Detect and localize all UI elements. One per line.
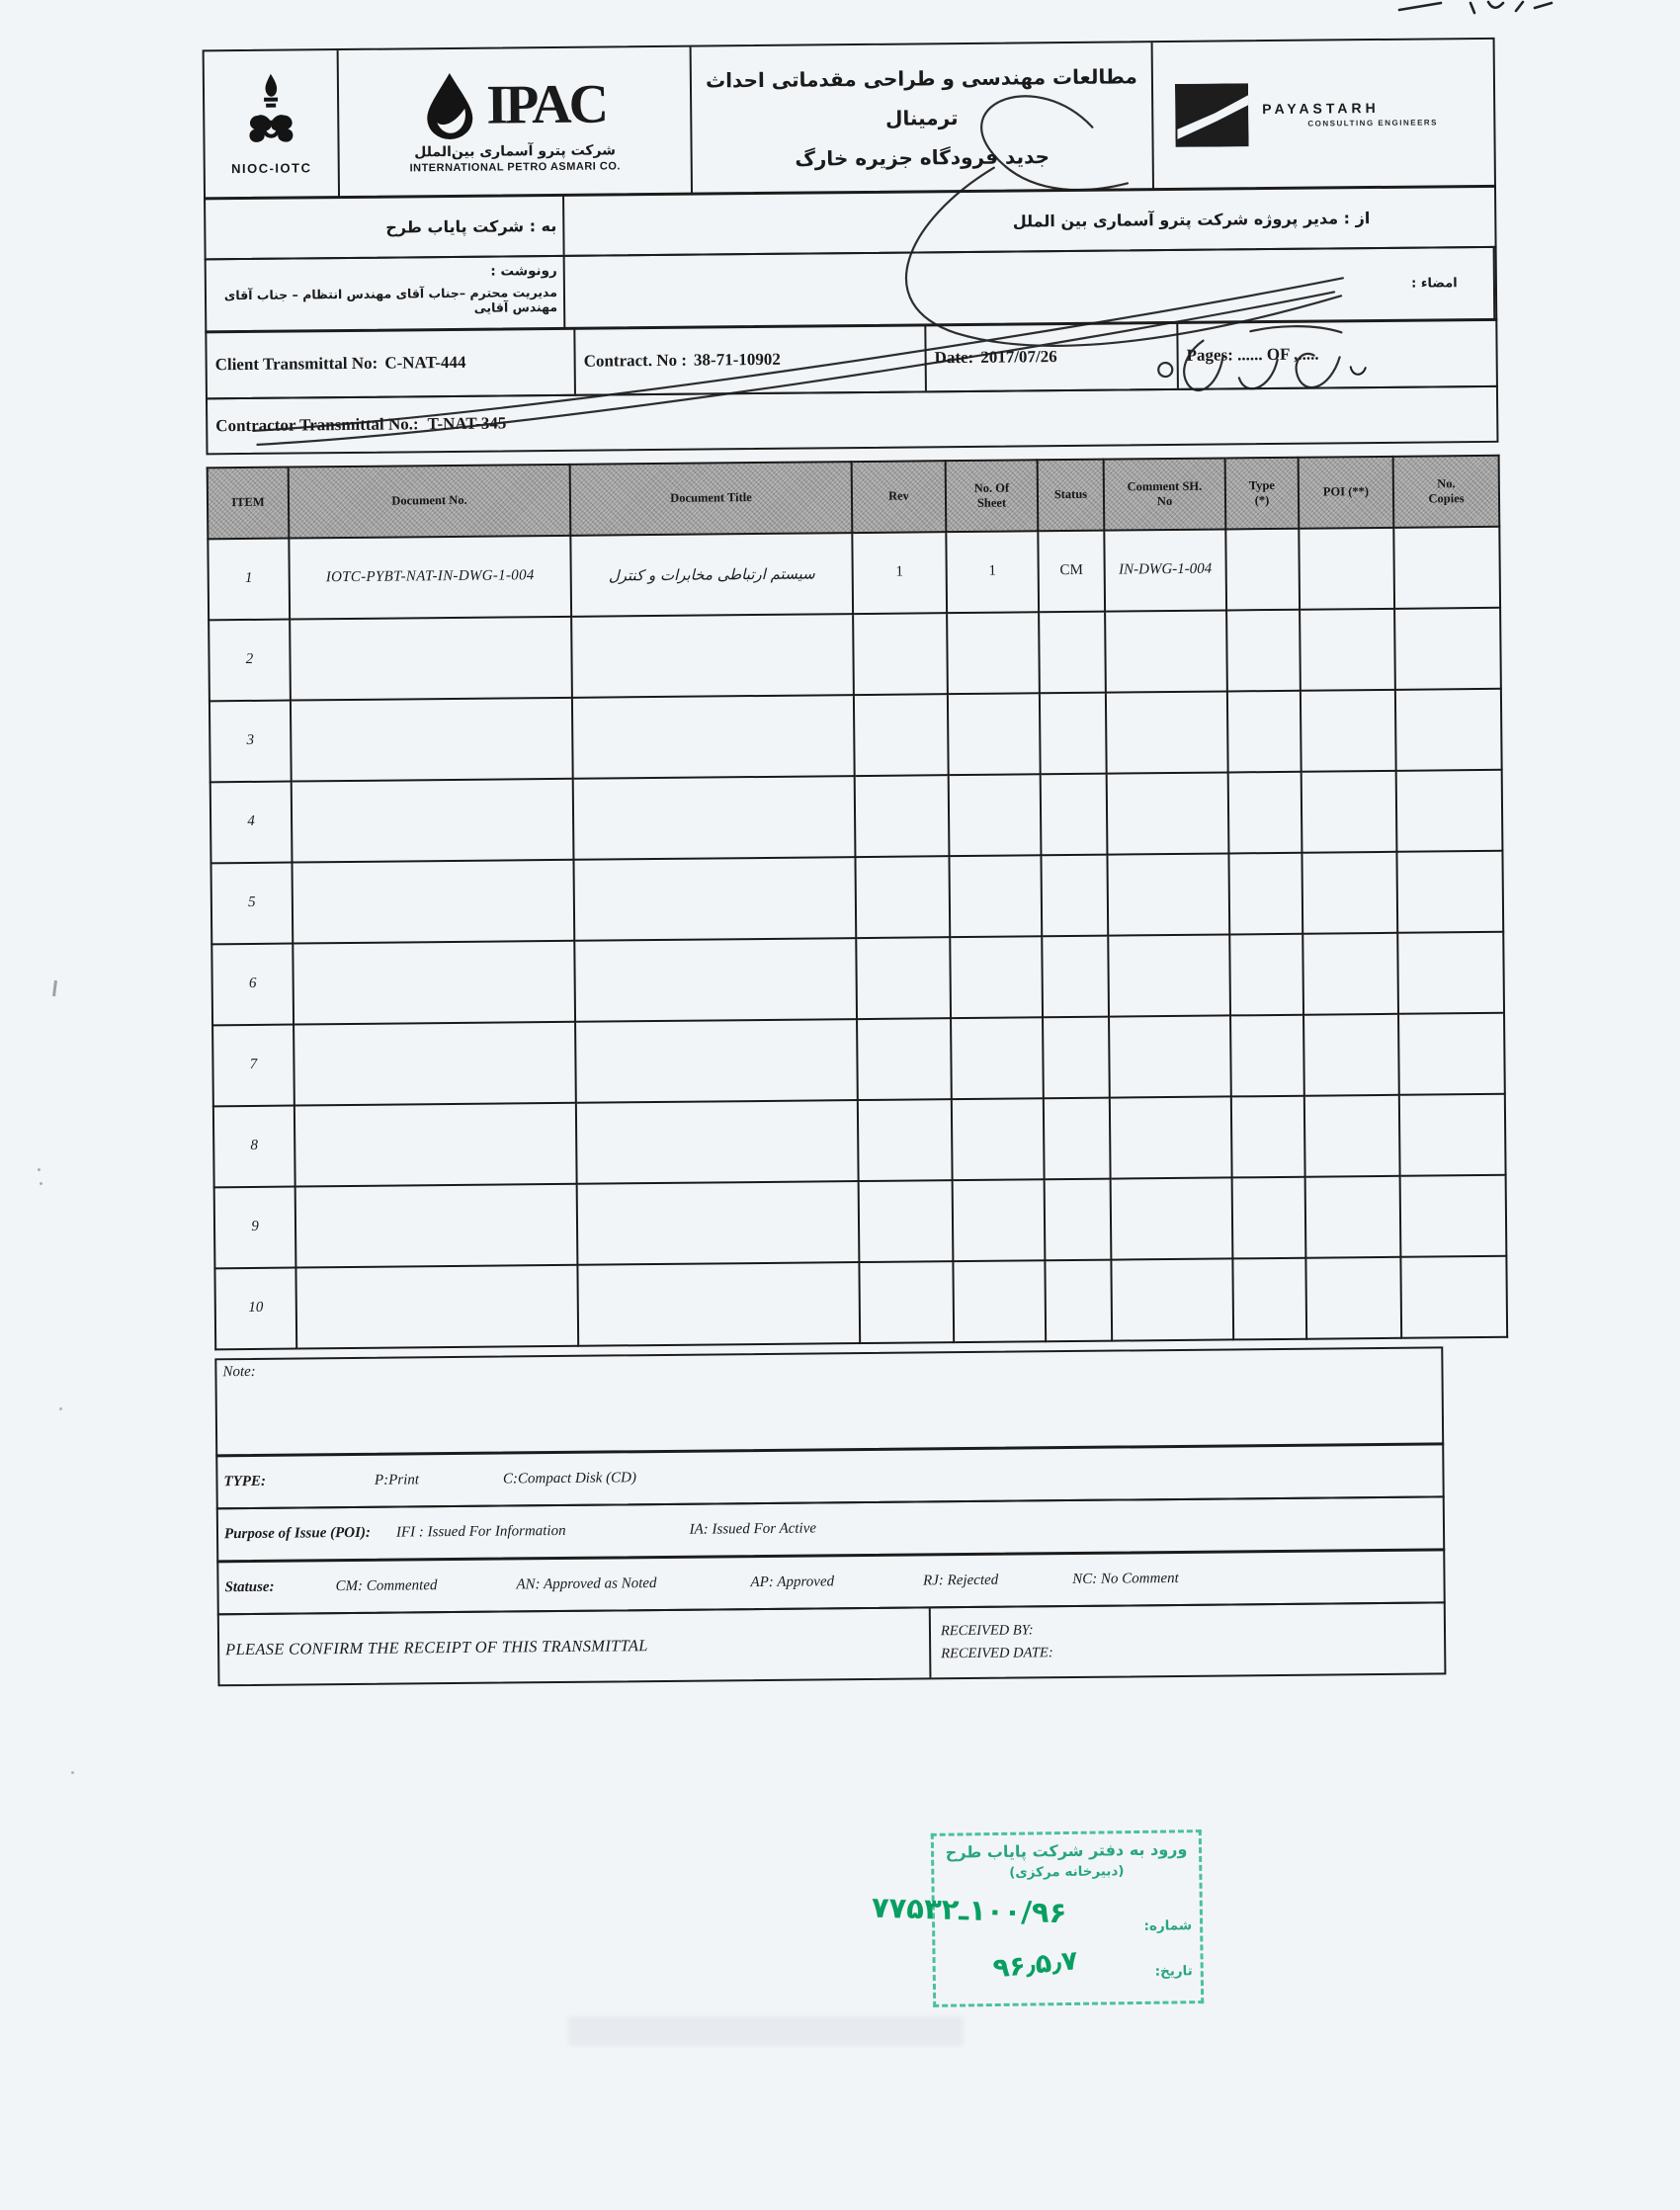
cell-no-copies	[1400, 1255, 1507, 1337]
cell-no-of-sheet	[949, 774, 1042, 856]
cell-item: 9	[214, 1186, 296, 1268]
note-box	[214, 1346, 1444, 1457]
project-title	[692, 42, 1154, 193]
cell-poi	[1305, 1256, 1401, 1338]
cell-item: 3	[210, 700, 292, 782]
cell-document-no	[293, 940, 575, 1024]
cell-no-of-sheet	[949, 855, 1042, 937]
client-transmittal-label: Client Transmittal No:	[214, 353, 378, 375]
cell-poi	[1302, 851, 1397, 933]
cell-comment-sh-no	[1107, 853, 1229, 935]
col-document-no: Document No.	[289, 464, 571, 538]
table-header-row	[208, 455, 1500, 539]
cell-poi	[1305, 1175, 1401, 1257]
cell-rev	[856, 937, 951, 1019]
scan-speck	[71, 1771, 74, 1774]
cell-no-copies	[1395, 688, 1502, 770]
to-field: به : شرکت پایاب طرح	[206, 196, 565, 258]
col-rev: Rev	[852, 461, 947, 533]
cell-no-of-sheet	[952, 1098, 1045, 1180]
client-transmittal-no	[207, 329, 576, 398]
cell-no-copies	[1396, 769, 1503, 851]
cell-no-copies	[1397, 931, 1504, 1013]
cell-type	[1227, 690, 1302, 772]
stamp-date-handwritten: ۹۶٫۵٫۷	[991, 1945, 1080, 1985]
poi-ifi: IFI : Issued For Information	[395, 1522, 566, 1541]
contractor-transmittal-no	[208, 386, 1496, 453]
cell-status	[1039, 611, 1106, 693]
ipac-wordmark: IPAC	[485, 72, 607, 136]
col-no-of-sheet: No. Of Sheet	[946, 460, 1039, 532]
client-transmittal-value: C-NAT-444	[384, 352, 466, 373]
stamp-date-label: تاریخ:	[1154, 1963, 1193, 1980]
cell-status	[1040, 692, 1107, 774]
cell-status	[1042, 935, 1109, 1017]
status-rj: RJ: Rejected	[922, 1572, 999, 1588]
pages-label: Pages: ...... OF ,.....	[1186, 344, 1319, 365]
cell-type	[1225, 528, 1300, 610]
contractor-value: T-NAT-345	[427, 412, 507, 433]
cell-type	[1230, 1014, 1304, 1096]
cell-no-copies	[1399, 1093, 1506, 1175]
col-comment-sh-no: Comment SH. No	[1104, 458, 1226, 530]
date-label: Date:	[934, 347, 974, 368]
cell-document-title: سیستم ارتباطی مخابرات و کنترل	[570, 533, 853, 617]
cell-poi	[1301, 689, 1396, 771]
transmittal-form	[203, 40, 1511, 1686]
scan-speck	[52, 980, 56, 996]
ipac-persian-name: شرکت پترو آسماری بین‌الملل	[414, 141, 617, 160]
cell-rev	[858, 1099, 953, 1181]
type-cd: C:Compact Disk (CD)	[502, 1469, 637, 1488]
confirm-receipt-row	[217, 1601, 1447, 1686]
cell-item: 6	[211, 943, 294, 1025]
cell-type	[1228, 852, 1302, 934]
cell-status	[1043, 1016, 1110, 1098]
table-row	[210, 769, 1503, 863]
cell-document-title	[571, 614, 854, 698]
cell-no-of-sheet	[953, 1260, 1046, 1342]
contract-no	[575, 325, 927, 393]
cell-poi	[1304, 1094, 1400, 1176]
cell-document-title	[577, 1181, 860, 1265]
cell-document-no: IOTC-PYBT-NAT-IN-DWG-1-004	[289, 535, 571, 619]
cell-no-of-sheet	[953, 1179, 1046, 1261]
cell-document-title	[574, 938, 857, 1022]
cell-comment-sh-no	[1106, 691, 1228, 773]
copy-signature-row	[205, 245, 1498, 333]
cell-no-of-sheet	[951, 1017, 1044, 1099]
poi-label: Purpose of Issue (POI):	[223, 1524, 372, 1543]
cell-document-no	[295, 1183, 578, 1267]
confirm-text: PLEASE CONFIRM THE RECEIPT OF THIS TRANSMITTAL	[219, 1608, 932, 1684]
cell-status	[1044, 1097, 1111, 1179]
cell-comment-sh-no	[1109, 1015, 1231, 1097]
received-by-label: RECEIVED BY:	[940, 1622, 1034, 1640]
cell-document-no	[291, 697, 573, 781]
cell-poi	[1302, 932, 1398, 1014]
cell-document-no	[295, 1264, 578, 1348]
cell-status	[1041, 854, 1108, 936]
cell-document-title	[573, 857, 856, 941]
col-document-title: Document Title	[570, 462, 853, 536]
received-block	[931, 1603, 1445, 1677]
ipac-logo-cell	[339, 46, 693, 196]
copy-field	[207, 256, 566, 330]
stamp-title: ورود به دفتر شرکت پایاب طرح	[945, 1839, 1188, 1862]
nioc-logo-cell	[205, 50, 340, 198]
project-title-line2: جدید فرودگاه جزیره خارگ	[795, 143, 1050, 171]
cell-document-title	[573, 776, 856, 860]
status-ap: AP: Approved	[750, 1572, 835, 1590]
status-cm: CM: Commented	[335, 1576, 438, 1594]
payastarh-subtitle: CONSULTING ENGINEERS	[1307, 117, 1439, 128]
cell-rev	[859, 1261, 954, 1343]
col-poi: POI (**)	[1299, 456, 1394, 528]
contract-label: Contract. No :	[583, 350, 688, 371]
status-label: Statuse:	[224, 1578, 275, 1595]
handwritten-mark	[1349, 365, 1369, 379]
cell-document-title	[575, 1019, 858, 1103]
cell-item: 10	[214, 1267, 296, 1349]
cell-no-copies	[1393, 526, 1500, 608]
cell-comment-sh-no	[1110, 1096, 1232, 1178]
received-date-label: RECEIVED DATE:	[941, 1644, 1053, 1661]
cell-type	[1228, 771, 1302, 853]
type-label: TYPE:	[223, 1473, 267, 1489]
cell-no-copies	[1400, 1174, 1507, 1256]
cell-poi	[1302, 770, 1397, 852]
nioc-label: NIOC-IOTC	[230, 160, 312, 177]
signature-label: امضاء :	[1376, 247, 1496, 319]
cell-rev	[855, 856, 950, 938]
cell-document-no	[292, 859, 574, 943]
cell-document-no	[294, 1021, 576, 1105]
cell-comment-sh-no	[1107, 772, 1229, 854]
form-header-row	[203, 37, 1496, 200]
col-item: ITEM	[208, 467, 290, 539]
from-field: از : مدیر پروژه شرکت پترو آسماری بین الملل	[1012, 208, 1371, 231]
payastarh-logo-cell	[1153, 39, 1494, 188]
cell-rev	[857, 1018, 952, 1100]
table-row	[208, 526, 1500, 620]
cell-no-copies	[1396, 850, 1503, 932]
cell-document-title	[576, 1100, 859, 1184]
date-value: 2017/07/26	[980, 347, 1057, 367]
table-row	[210, 688, 1502, 782]
cell-poi	[1303, 1013, 1399, 1095]
cell-poi	[1299, 527, 1394, 609]
cell-poi	[1300, 608, 1395, 690]
cell-no-copies	[1394, 607, 1501, 689]
table-row	[210, 850, 1503, 944]
cell-document-no	[294, 1102, 577, 1186]
type-print: P:Print	[374, 1471, 420, 1488]
ipac-english-name: INTERNATIONAL PETRO ASMARI CO.	[409, 159, 622, 174]
payastarh-square-logo	[1175, 83, 1249, 147]
stamp-number-handwritten: ۱۰۰/۹۶ـ۷۷۵۳۲	[871, 1890, 1067, 1930]
note-label: Note:	[222, 1363, 256, 1380]
signature-area	[565, 249, 1377, 328]
cell-no-of-sheet	[948, 693, 1041, 775]
nioc-flame-emblem-logo	[240, 71, 302, 155]
cell-status: CM	[1038, 530, 1105, 612]
poi-ia: IA: Issued For Active	[689, 1520, 817, 1538]
cell-document-title	[572, 695, 855, 779]
cell-comment-sh-no	[1111, 1177, 1233, 1259]
contract-value: 38-71-10902	[693, 349, 781, 370]
copy-label: رونوشت :	[490, 262, 557, 280]
payastarh-name: PAYASTARH	[1262, 99, 1380, 117]
cell-item: 7	[212, 1024, 294, 1106]
table-row	[211, 931, 1504, 1025]
cell-rev	[854, 694, 949, 776]
scan-speck	[40, 1182, 42, 1185]
oil-drop-icon	[423, 70, 477, 140]
contractor-label: Contractor Transmittal No.:	[215, 413, 419, 435]
cell-comment-sh-no: IN-DWG-1-004	[1104, 529, 1226, 611]
cell-type	[1229, 933, 1303, 1015]
cell-no-of-sheet: 1	[946, 531, 1039, 613]
cell-type	[1232, 1176, 1306, 1258]
copy-text: مدیریت محترم –جناب آقای مهندس انتظام – جناب آقای مهندس آقایی	[223, 284, 558, 315]
col-status: Status	[1038, 459, 1105, 531]
cell-rev	[859, 1180, 954, 1262]
cell-item: 5	[210, 862, 293, 944]
cell-item: 8	[213, 1105, 295, 1187]
cell-comment-sh-no	[1111, 1258, 1233, 1340]
col-no-copies: No. Copies	[1393, 455, 1500, 527]
scan-speck	[59, 1407, 62, 1410]
scan-speck	[38, 1168, 41, 1171]
cell-type	[1231, 1095, 1305, 1177]
cell-item: 1	[208, 538, 290, 620]
cell-comment-sh-no	[1105, 610, 1227, 692]
secretariat-stamp	[871, 1829, 1204, 2007]
status-an: AN: Approved as Noted	[516, 1574, 657, 1592]
table-row	[214, 1174, 1507, 1268]
cell-status	[1041, 773, 1108, 855]
stamp-number-label: شماره:	[1143, 1917, 1193, 1934]
cell-document-no	[290, 616, 572, 700]
project-title-line1: مطالعات مهندسی و طراحی مقدماتی احداث ترمینال	[705, 63, 1137, 130]
cell-document-title	[577, 1262, 860, 1346]
table-row	[214, 1255, 1507, 1349]
cell-no-of-sheet	[947, 612, 1040, 694]
cell-rev	[853, 613, 948, 695]
cell-item: 4	[210, 781, 293, 863]
table-row	[212, 1012, 1505, 1106]
pages-field	[1178, 320, 1496, 388]
scan-ghost-band	[568, 2016, 964, 2046]
cell-rev	[855, 775, 950, 857]
document-table-body	[208, 526, 1507, 1349]
date-field	[926, 323, 1179, 390]
table-row	[209, 607, 1501, 701]
cell-status	[1045, 1178, 1112, 1260]
cell-item: 2	[209, 619, 291, 701]
status-nc: NC: No Comment	[1072, 1570, 1179, 1587]
col-type: Type (*)	[1225, 457, 1300, 529]
corner-handwriting-mark	[1395, 0, 1583, 18]
cell-no-copies	[1398, 1012, 1505, 1094]
document-table	[207, 454, 1509, 1350]
table-row	[213, 1093, 1506, 1187]
cell-rev: 1	[852, 532, 947, 614]
stamp-subtitle: (دبیرخانه مرکزی)	[1009, 1863, 1125, 1881]
cell-status	[1045, 1259, 1112, 1341]
cell-document-no	[292, 778, 574, 862]
cell-type	[1232, 1257, 1306, 1339]
cell-no-of-sheet	[950, 936, 1043, 1018]
cell-comment-sh-no	[1108, 934, 1230, 1016]
cell-type	[1226, 609, 1301, 691]
